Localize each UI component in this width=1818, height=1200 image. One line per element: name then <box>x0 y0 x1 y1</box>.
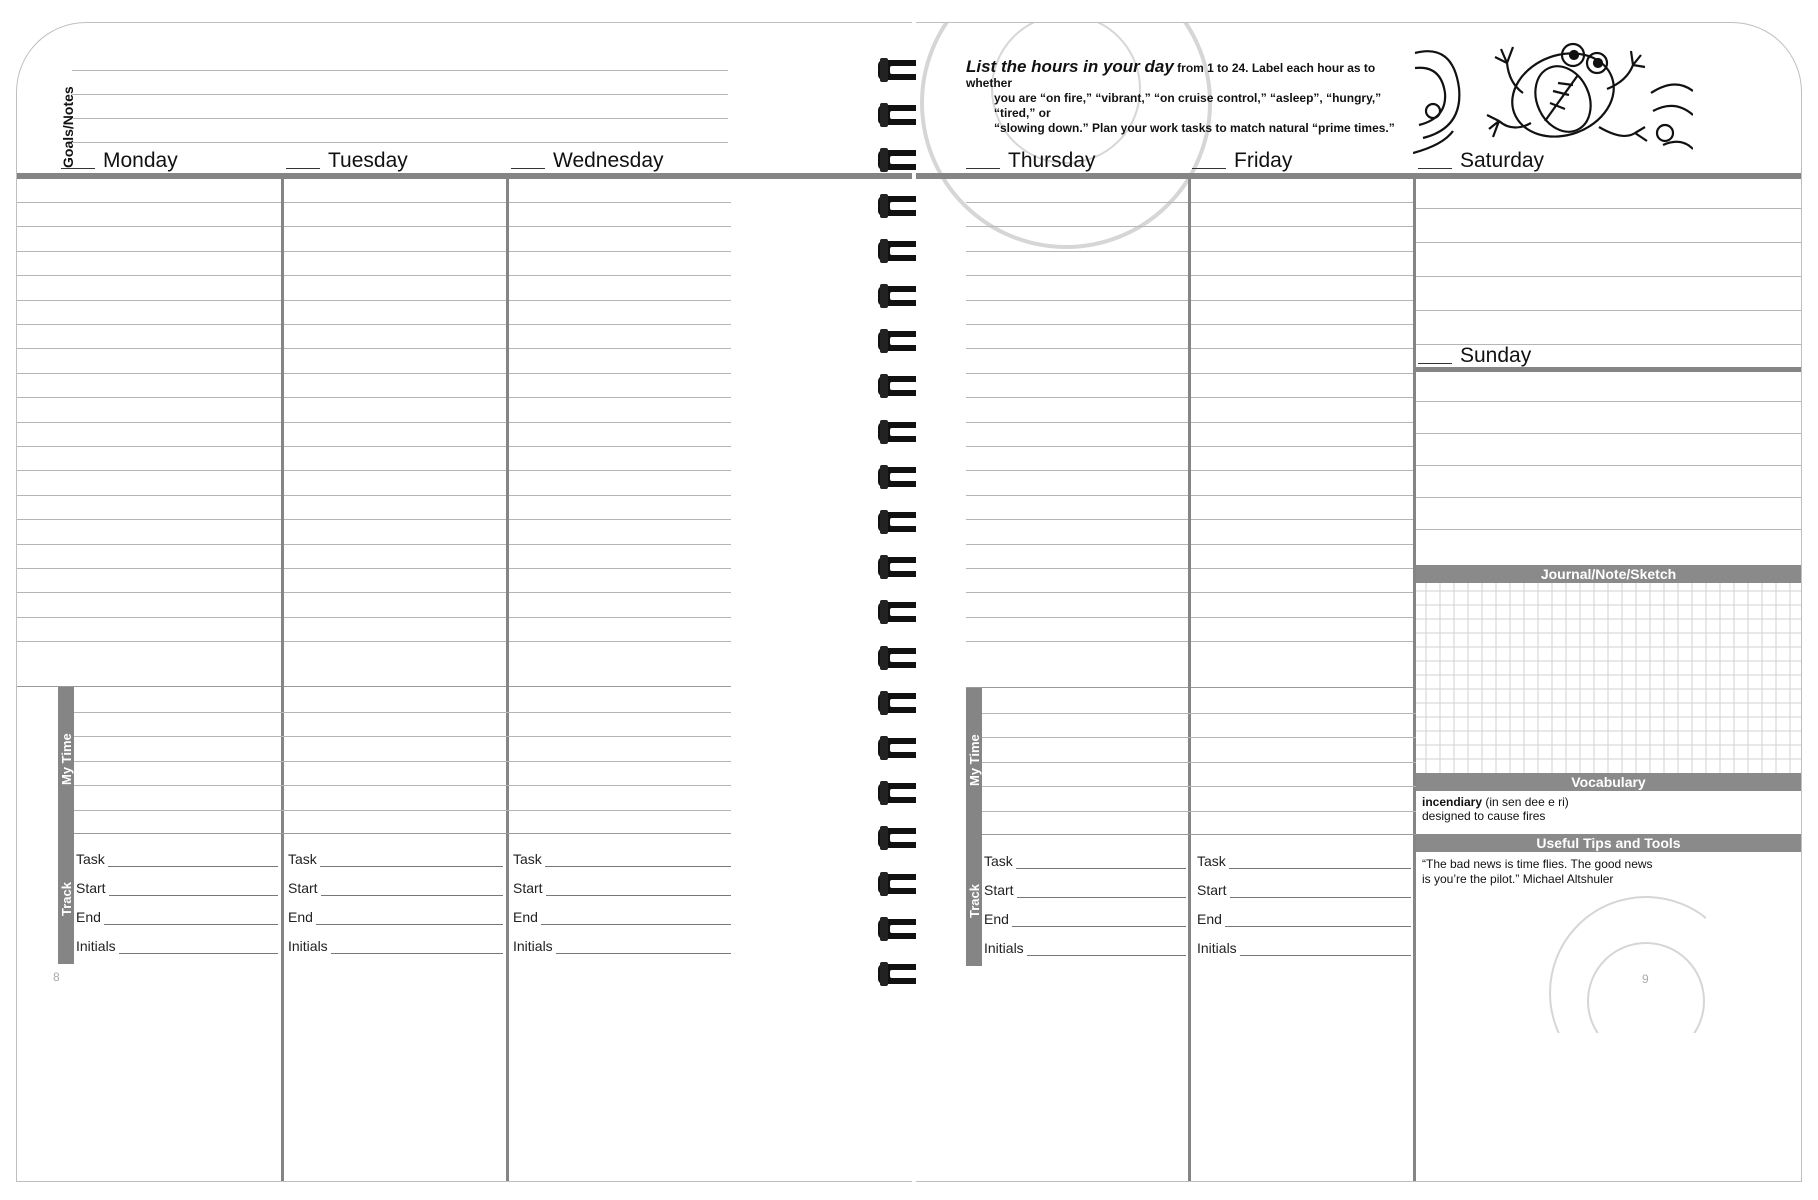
track-field-label: Initials <box>984 940 1024 956</box>
hour-line <box>17 348 731 349</box>
track-field-line[interactable] <box>1016 867 1186 869</box>
day-header-friday[interactable]: Friday <box>1192 149 1292 173</box>
track-field-label: Initials <box>76 938 116 954</box>
track-field-label: Initials <box>288 938 328 954</box>
my-time-line <box>74 810 731 811</box>
track-field-line[interactable] <box>541 923 731 925</box>
saturday-line <box>1416 276 1802 277</box>
my-time-line <box>74 785 731 786</box>
track-label: Track <box>59 882 74 916</box>
track-field-label: End <box>513 909 538 925</box>
my-time-line <box>982 762 1416 763</box>
hour-line <box>966 568 1416 569</box>
track-field-line[interactable] <box>1240 954 1411 956</box>
day-header-saturday[interactable]: Saturday <box>1418 149 1544 173</box>
track-field-initials[interactable] <box>513 938 731 954</box>
track-field-start[interactable] <box>984 882 1186 898</box>
track-field-label: Task <box>1197 853 1226 869</box>
hour-line <box>966 617 1416 618</box>
hour-line <box>17 397 731 398</box>
track-field-task[interactable] <box>984 853 1186 869</box>
hour-line <box>17 592 731 593</box>
right-page <box>916 22 1802 1182</box>
hour-line <box>966 397 1416 398</box>
track-field-label: Start <box>288 880 318 896</box>
sunday-line <box>1416 433 1802 434</box>
my-time-line <box>982 811 1416 812</box>
hour-line <box>17 324 731 325</box>
track-field-task[interactable] <box>76 851 278 867</box>
hour-line <box>17 373 731 374</box>
hour-line <box>17 568 731 569</box>
quote: “The bad news is time flies. The good news is you’re the pilot.” Michael Altshuler <box>1422 857 1653 886</box>
track-field-task[interactable] <box>1197 853 1411 869</box>
header-divider <box>17 173 912 179</box>
left-page <box>16 22 912 1182</box>
hour-line <box>17 495 731 496</box>
sunday-line <box>1416 401 1802 402</box>
track-field-label: Start <box>76 880 106 896</box>
track-label-right: Track <box>967 884 982 918</box>
track-field-initials[interactable] <box>288 938 503 954</box>
hour-line <box>966 641 1416 642</box>
hour-line <box>966 275 1416 276</box>
saturday-line <box>1416 310 1802 311</box>
sunday-line <box>1416 529 1802 530</box>
track-field-label: Task <box>76 851 105 867</box>
tips-section-header: Useful Tips and Tools <box>1416 834 1801 852</box>
hour-line <box>966 373 1416 374</box>
track-field-initials[interactable] <box>984 940 1186 956</box>
track-field-end[interactable] <box>1197 911 1411 927</box>
track-field-start[interactable] <box>76 880 278 896</box>
hour-line <box>966 495 1416 496</box>
track-field-label: End <box>1197 911 1222 927</box>
track-field-end[interactable] <box>76 909 278 925</box>
goals-line <box>72 142 728 143</box>
journal-sketch-grid[interactable] <box>1416 583 1801 773</box>
day-header-monday[interactable]: Monday <box>61 149 178 173</box>
track-field-line[interactable] <box>108 865 278 867</box>
hour-line <box>966 687 1416 688</box>
track-field-line[interactable] <box>545 865 731 867</box>
track-field-line[interactable] <box>320 865 503 867</box>
vocabulary-pronunciation: (in sen dee e ri) <box>1485 795 1569 809</box>
track-field-label: End <box>76 909 101 925</box>
goals-line <box>72 118 728 119</box>
hour-line <box>966 202 1416 203</box>
track-field-line[interactable] <box>1017 896 1186 898</box>
day-header-tuesday[interactable]: Tuesday <box>286 149 408 173</box>
track-field-start[interactable] <box>288 880 503 896</box>
hour-line <box>966 446 1416 447</box>
track-field-line[interactable] <box>316 923 503 925</box>
hour-line <box>966 251 1416 252</box>
frog-illustration <box>1413 33 1693 158</box>
track-field-end[interactable] <box>288 909 503 925</box>
track-field-line[interactable] <box>109 894 278 896</box>
track-field-label: Initials <box>513 938 553 954</box>
hour-line <box>17 641 731 642</box>
goals-line <box>72 70 728 71</box>
hour-line <box>17 544 731 545</box>
hour-line <box>966 592 1416 593</box>
hour-line <box>966 348 1416 349</box>
saturday-line <box>1416 208 1802 209</box>
my-time-line <box>74 712 731 713</box>
my-time-line <box>982 834 1416 835</box>
my-time-line <box>982 786 1416 787</box>
track-field-start[interactable] <box>1197 882 1411 898</box>
track-field-line[interactable] <box>546 894 731 896</box>
page-number-right: 9 <box>1642 972 1649 986</box>
hour-line <box>17 251 731 252</box>
my-time-line <box>74 761 731 762</box>
sunday-divider <box>1416 367 1801 372</box>
day-header-sunday[interactable]: Sunday <box>1418 344 1531 368</box>
track-field-task[interactable] <box>513 851 731 867</box>
track-field-line[interactable] <box>1225 925 1411 927</box>
track-field-line[interactable] <box>1012 925 1186 927</box>
track-field-end[interactable] <box>984 911 1186 927</box>
vocabulary-word: incendiary <box>1422 795 1483 809</box>
hour-line <box>966 544 1416 545</box>
tip-lead: List the hours in your day <box>966 57 1174 76</box>
journal-section-header: Journal/Note/Sketch <box>1416 565 1801 583</box>
header-divider-right <box>916 173 1801 179</box>
track-field-label: End <box>288 909 313 925</box>
grid-lines <box>1416 583 1802 773</box>
vocabulary-section-header: Vocabulary <box>1416 773 1801 791</box>
track-field-initials[interactable] <box>1197 940 1411 956</box>
sunday-line <box>1416 497 1802 498</box>
hour-line <box>17 617 731 618</box>
vocabulary-definition: designed to cause fires <box>1422 809 1546 823</box>
hour-line <box>17 202 731 203</box>
my-time-line <box>982 713 1416 714</box>
column-divider-thu-fri <box>1188 178 1191 1181</box>
track-field-line[interactable] <box>1230 896 1411 898</box>
hour-line <box>966 422 1416 423</box>
hour-line <box>17 300 731 301</box>
hour-line <box>966 300 1416 301</box>
hour-line <box>17 226 731 227</box>
decorative-circles-bottom <box>1536 873 1706 1033</box>
track-field-label: Start <box>1197 882 1227 898</box>
hour-line <box>17 470 731 471</box>
day-header-wednesday[interactable]: Wednesday <box>511 149 664 173</box>
goals-line <box>72 94 728 95</box>
track-field-label: Task <box>984 853 1013 869</box>
column-divider-mon-tue <box>281 178 284 1181</box>
my-time-line <box>982 737 1416 738</box>
hour-line <box>966 226 1416 227</box>
tip-text: List the hours in your day from 1 to 24. Label each hour as to whether you are “on fire,” “vibrant,” “on cruise control,” “asleep”, “hungry,” “tired,” or “slowing down.” Plan your work tasks to match natural “prime times.” <box>966 57 1395 135</box>
track-field-label: Task <box>288 851 317 867</box>
page-number-left: 8 <box>53 970 60 984</box>
track-field-label: Task <box>513 851 542 867</box>
vocabulary-entry <box>1422 795 1569 823</box>
my-time-line <box>74 833 731 834</box>
track-field-end[interactable] <box>513 909 731 925</box>
track-field-line[interactable] <box>1229 867 1411 869</box>
track-field-label: Start <box>513 880 543 896</box>
track-field-line[interactable] <box>331 952 503 954</box>
track-field-initials[interactable] <box>76 938 278 954</box>
my-time-label-right: My Time <box>967 734 982 786</box>
hour-line <box>966 519 1416 520</box>
my-time-line <box>74 736 731 737</box>
hour-line <box>17 686 731 687</box>
goals-notes-label: Goals/Notes <box>60 86 76 168</box>
track-field-line[interactable] <box>1027 954 1186 956</box>
track-field-line[interactable] <box>321 894 503 896</box>
track-field-start[interactable] <box>513 880 731 896</box>
saturday-line <box>1416 242 1802 243</box>
track-field-line[interactable] <box>556 952 731 954</box>
hour-line <box>17 446 731 447</box>
hour-line <box>966 470 1416 471</box>
column-divider-tue-wed <box>506 178 509 1181</box>
my-time-label: My Time <box>59 733 74 785</box>
hour-line <box>17 519 731 520</box>
day-header-thursday[interactable]: Thursday <box>966 149 1096 173</box>
hour-line <box>17 275 731 276</box>
track-field-label: End <box>984 911 1009 927</box>
sunday-line <box>1416 465 1802 466</box>
track-field-line[interactable] <box>104 923 278 925</box>
hour-line <box>966 324 1416 325</box>
hour-line <box>17 422 731 423</box>
track-field-line[interactable] <box>119 952 278 954</box>
track-field-label: Start <box>984 882 1014 898</box>
track-field-task[interactable] <box>288 851 503 867</box>
track-field-label: Initials <box>1197 940 1237 956</box>
